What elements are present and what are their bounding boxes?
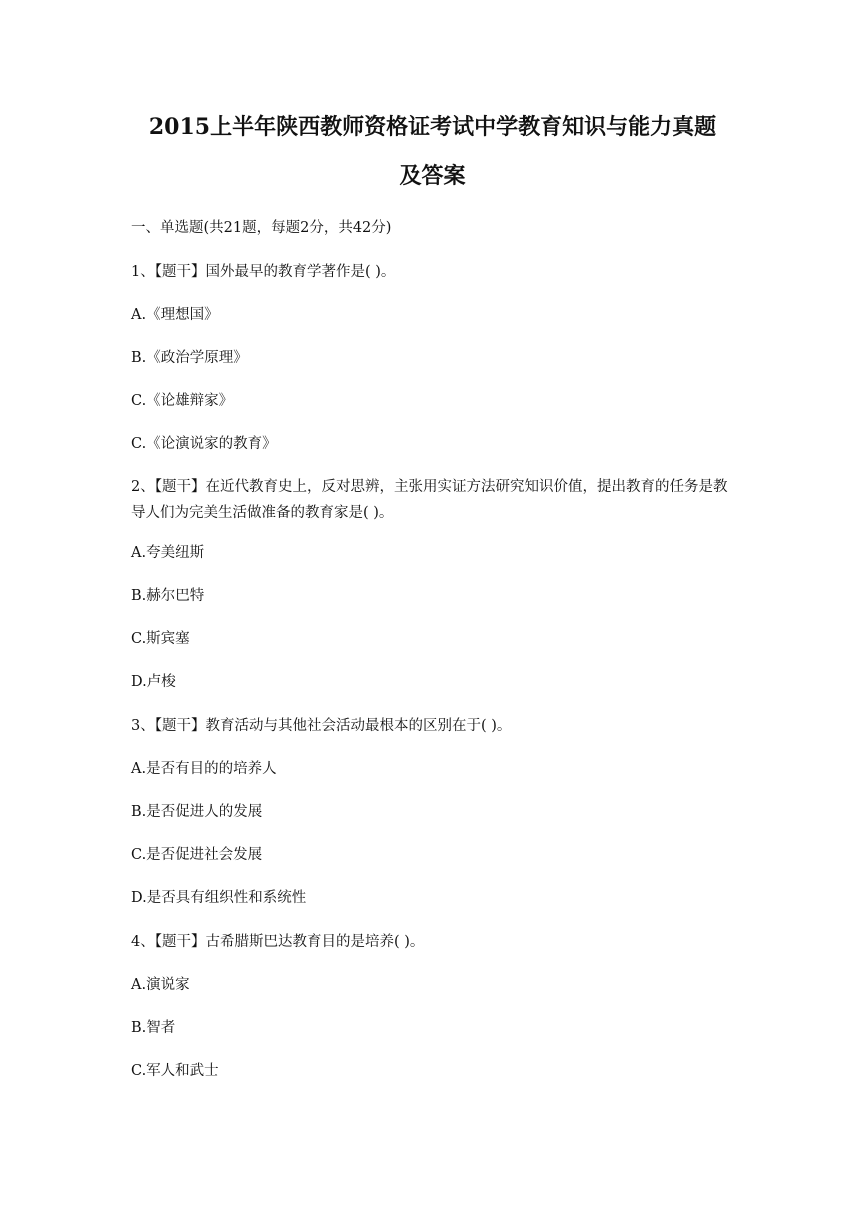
question-3-option-b: B.是否促进人的发展: [131, 804, 263, 820]
question-1-option-b: B.《政治学原理》: [131, 350, 248, 366]
question-1-option-a: A.《理想国》: [131, 307, 219, 323]
question-4-option-c: C.军人和武士: [131, 1063, 219, 1079]
question-2-option-d: D.卢梭: [131, 674, 176, 690]
question-4-option-b: B.智者: [131, 1020, 176, 1036]
question-3-option-a: A.是否有目的的培养人: [131, 761, 277, 777]
question-3-stem: 3、【题干】教育活动与其他社会活动最根本的区别在于( )。: [131, 718, 512, 734]
question-1-stem: 1、【题干】国外最早的教育学著作是( )。: [131, 264, 396, 280]
question-2-option-b: B.赫尔巴特: [131, 588, 205, 604]
question-1-option-d: C.《论演说家的教育》: [131, 436, 277, 452]
document-title-line1: 2015上半年陕西教师资格证考试中学教育知识与能力真题: [148, 114, 717, 140]
question-3-option-c: C.是否促进社会发展: [131, 847, 263, 863]
question-4-stem: 4、【题干】古希腊斯巴达教育目的是培养( )。: [131, 934, 425, 950]
document-title-line2: 及答案: [399, 163, 466, 189]
question-2-option-c: C.斯宾塞: [131, 631, 190, 647]
question-2-option-a: A.夸美纽斯: [131, 545, 205, 561]
section-heading: 一、单选题(共21题，每题2分，共42分): [131, 220, 392, 236]
question-1-option-c: C.《论雄辩家》: [131, 393, 234, 409]
question-3-option-d: D.是否具有组织性和系统性: [131, 890, 307, 906]
question-2-stem: 2、【题干】在近代教育史上，反对思辨，主张用实证方法研究知识价值，提出教育的任务是教导人们为完美生活做准备的教育家是( )。: [131, 479, 728, 521]
question-4-option-a: A.演说家: [131, 977, 190, 993]
